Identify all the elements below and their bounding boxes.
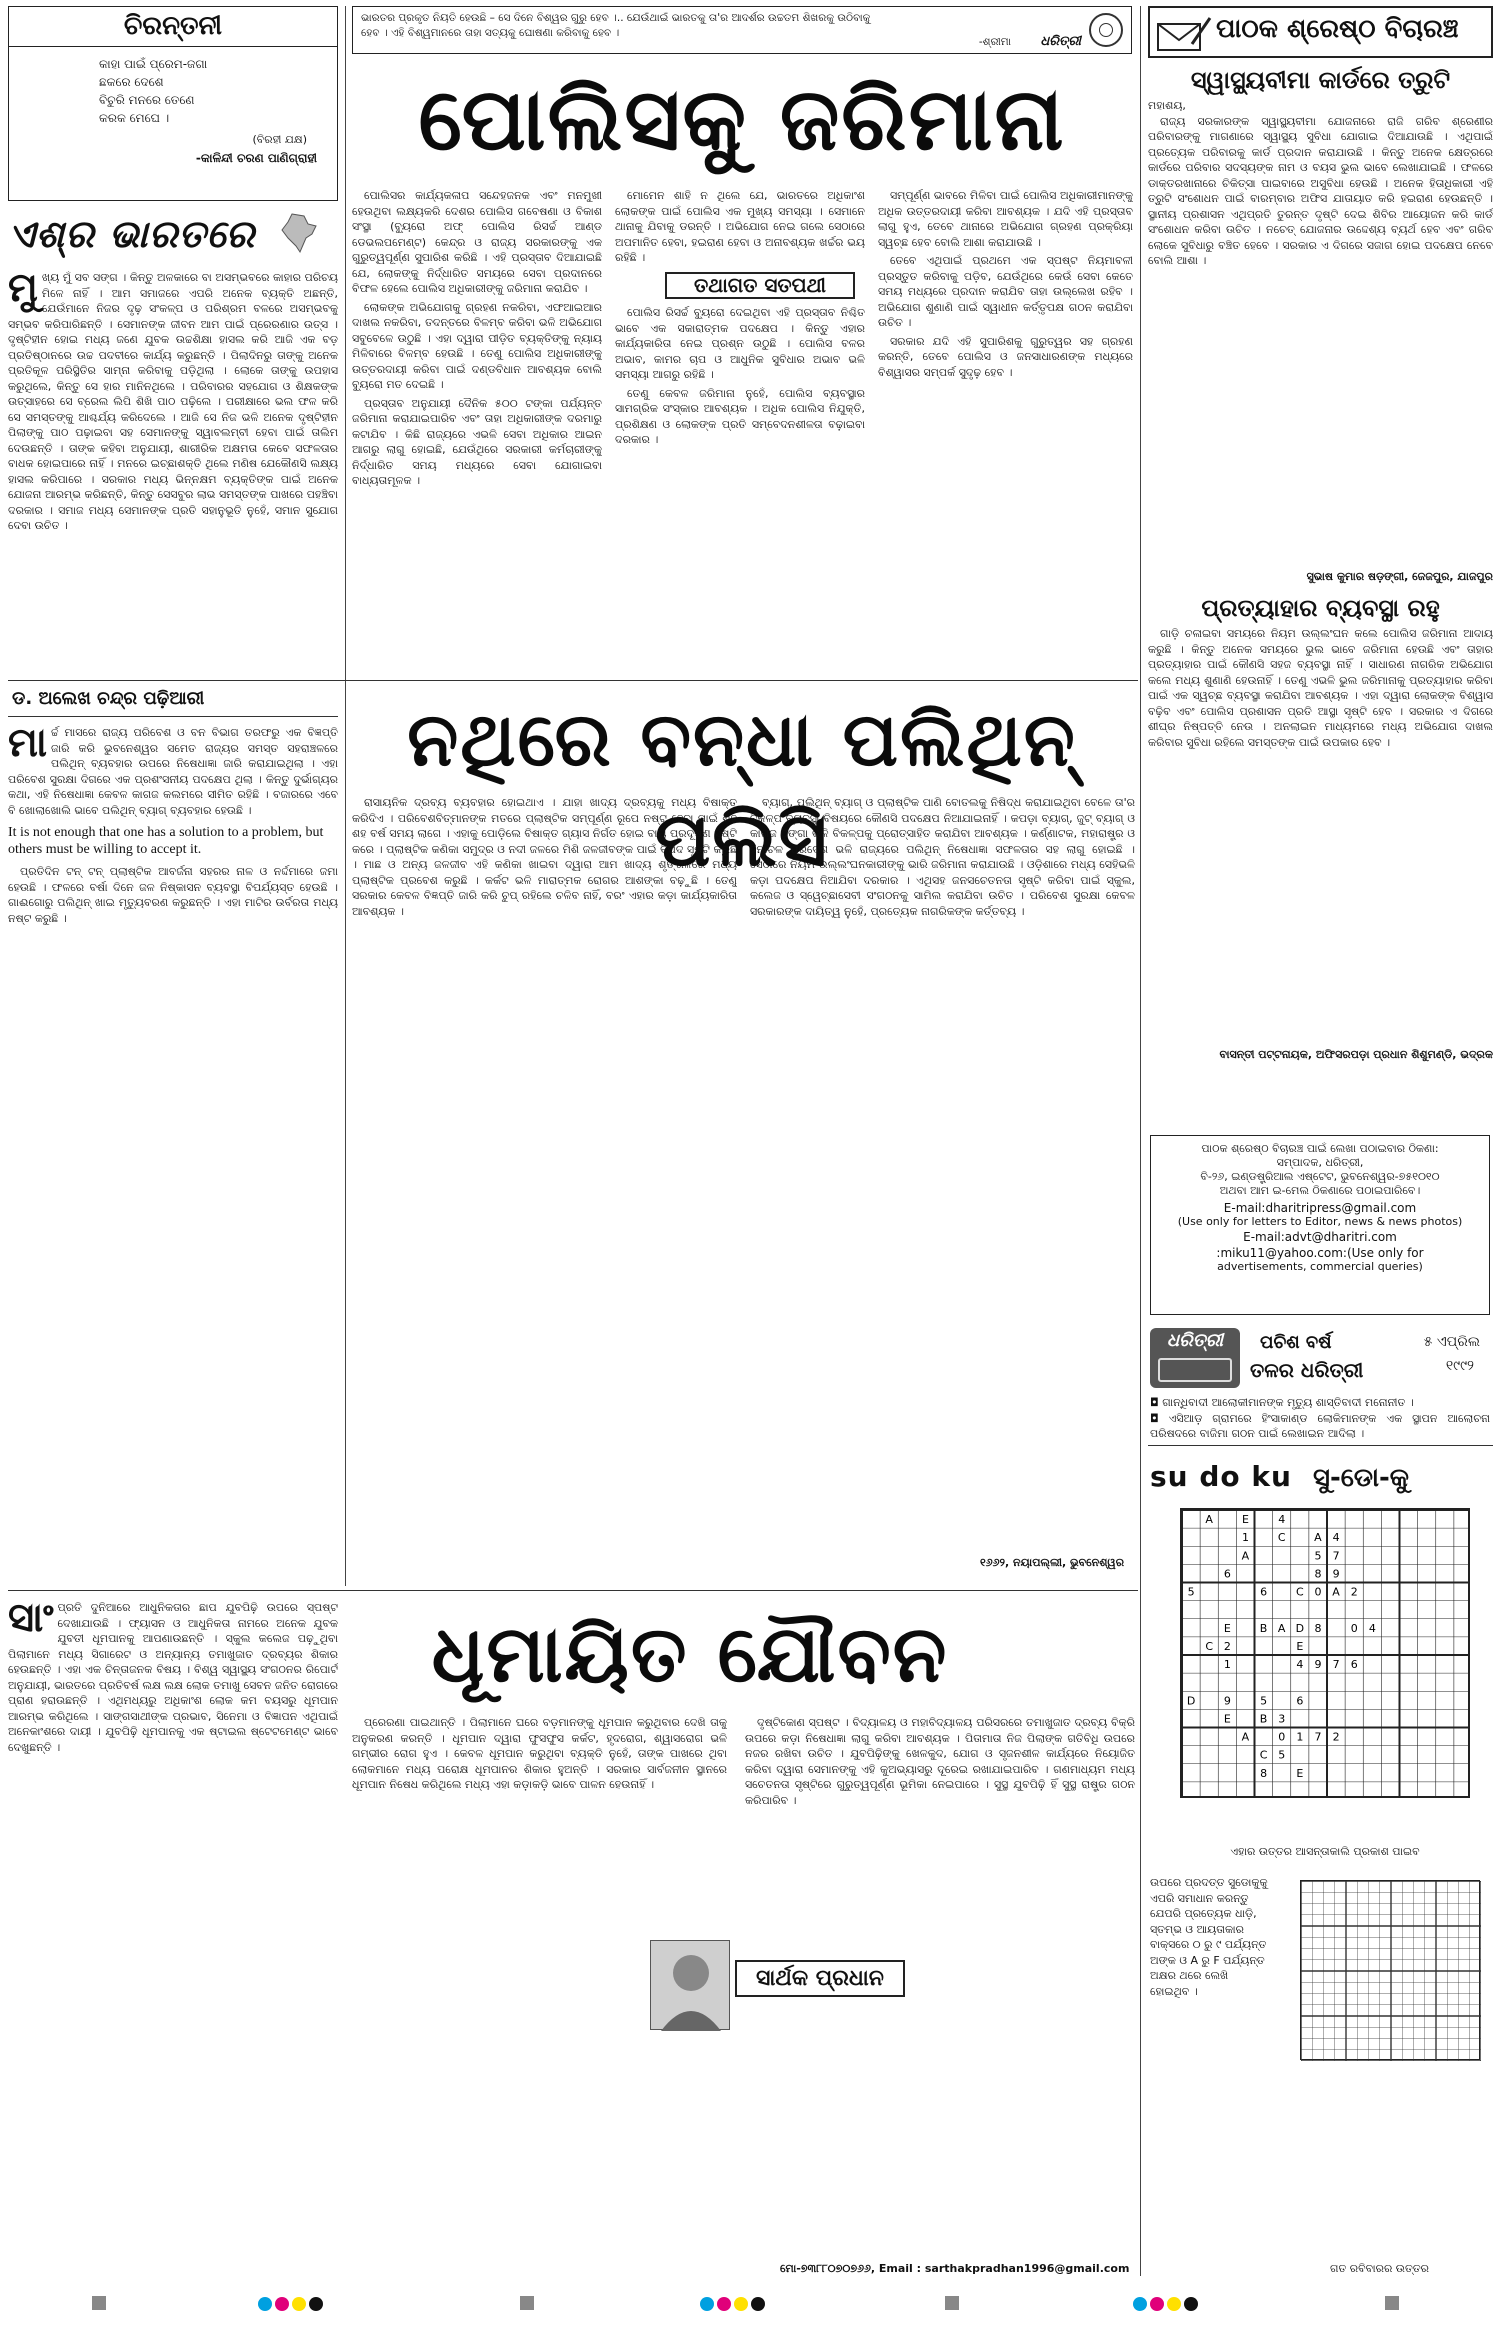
archive-box xyxy=(1150,1328,1490,1388)
sudoku-instructions: ଉପରେ ପ୍ରଦତ୍ତ ସୁଡୋକୁକୁ ଏପରି ସମାଧାନ କରନ୍ତୁ ଯେପରି ପ୍ରତ୍ୟେକ ଧାଡ଼ି, ସ୍ତମ୍ଭ ଓ ଆୟତାକାର ବାକ୍ସରେ ୦ ରୁ ୯ ପର୍ଯ୍ୟନ୍ତ ଅଙ୍କ ଓ A ରୁ F ପର୍ଯ୍ୟନ୍ତ ଅକ୍ଷର ଥରେ ଲେଖି ହୋଇଥିବ । xyxy=(1150,1876,1268,1998)
eyes-dropcap: ମୁ xyxy=(8,270,38,311)
rule-v-1 xyxy=(345,6,346,1586)
sudoku-cell-value: E xyxy=(1223,1712,1231,1726)
sudoku-cell-value: 7 xyxy=(1332,1658,1340,1672)
sudoku-cell-value: 9 xyxy=(1332,1567,1340,1581)
sudoku-cell-value: 0 xyxy=(1278,1730,1286,1744)
quote-line-2: ହେବ । ଏହି ବିଶ୍ୱମାନରେ ତାହା ସତ୍ୟକୁ ଘୋଷଣା କରିବାକୁ ହେବ । xyxy=(361,27,620,39)
sudoku-cell-value: E xyxy=(1223,1621,1231,1635)
polythene-footer: ୧୬୬୨, ନୟାପଲ୍ଲୀ, ଭୁବନେଶ୍ୱର xyxy=(980,1556,1125,1569)
address-box xyxy=(1150,1135,1490,1315)
sudoku-cell-value: 1 xyxy=(1296,1730,1304,1744)
rule-v-2 xyxy=(1140,6,1141,2276)
sudoku-cell-value: 7 xyxy=(1314,1730,1322,1744)
archive-date-2: ୧୯୯୨ xyxy=(1445,1358,1474,1374)
letter1-body-block: ମହାଶୟ, ରାଜ୍ୟ ସରକାରଙ୍କ ସ୍ୱାସ୍ଥ୍ୟବୀମା ଯୋଜନାରେ ରାଜି ଗରିବ ଶ୍ରେଣୀର ପରିବାରଙ୍କୁ ମାଗଣାରେ ସ୍ୱାସ୍ଥ୍ୟ ସୁବିଧା ଯୋଗାଇ ଦିଆଯାଉଛି । ଏଥିପାଇଁ ପ୍ରତ୍ୟେକ ପରିବାରକୁ କାର୍ଡ ପ୍ରଦାନ କରାଯାଉଛି । କିନ୍ତୁ ଅନେକ କ୍ଷେତ୍ରରେ କାର୍ଡରେ ପରିବାର ସଦସ୍ୟଙ୍କ ନାମ ଓ ବୟସ ଭୁଲ ଭାବେ ଲେଖାଯାଇଛି । ଫଳରେ ଡାକ୍ତରଖାନାରେ ଚିକିତ୍ସା ପାଇବାରେ ଅସୁବିଧା ହେଉଛି । ଅନେକ ହିତାଧିକାରୀ ଏହି ତ୍ରୁଟି ସଂଶୋଧନ ପାଇଁ ବାରମ୍ବାର ଅଫିସ ଯାତାୟାତ କରି ହଇରାଣ ହେଉଛନ୍ତି । ସ୍ଥାନୀୟ ପ୍ରଶାସନ ଏଥିପ୍ରତି ତୁରନ୍ତ ଦୃଷ୍ଟି ଦେଇ ଶିବିର ଆୟୋଜନ କରି କାର୍ଡ ସଂଶୋଧନ କରିବା ଉଚିତ । ନଚେତ୍ ଯୋଜନାର ଉଦ୍ଦେଶ୍ୟ ବ୍ୟର୍ଥ ହେବ ଏବଂ ଗରିବ ଲୋକେ ସୁବିଧାରୁ ବଞ୍ଚିତ ହେବେ । ସରକାର ଏ ଦିଗରେ ସଜାଗ ହୋଇ ପଦକ୍ଷେପ ନେବେ ବୋଲି ଆଶା । xyxy=(1148,99,1493,267)
email-letters-note: (Use only for letters to Editor, news & news photos) xyxy=(1177,1215,1463,1228)
sudoku-cell-value: E xyxy=(1296,1639,1304,1653)
sudoku-cell-value: 4 xyxy=(1296,1658,1304,1672)
sudoku-answer-caption: ଗତ ରବିବାରର ଉତ୍ତର xyxy=(1330,2262,1429,2275)
address-intro: ପାଠକ ଶ୍ରେଷ୍ଠ ବିଚାରଞ୍ଚ ପାଇଁ ଲେଖା ପଠାଇବାର ଠିକଣା: xyxy=(1201,1142,1439,1155)
sudoku-cell-value: 5 xyxy=(1260,1694,1268,1708)
sudoku-cell-value: 8 xyxy=(1314,1621,1322,1635)
police-column-1: ପୋଲିସର କାର୍ଯ୍ୟକଳାପ ସନ୍ଦେହଜନକ ଏବଂ ମନମୁଖୀ ହେଉଥିବା ଲକ୍ଷ୍ୟକରି ଦେଶର ପୋଲିସ ଗବେଷଣା ଓ ବିକାଶ ସଂସ୍ଥା (ବ୍ୟୁରୋ ଅଫ୍ ପୋଲିସ ରିସର୍ଚ୍ଚ ଆଣ୍ଡ ଡେଭଲପମେଣ୍ଟ) କେନ୍ଦ୍ର ଓ ରାଜ୍ୟ ସରକାରଙ୍କୁ ଏକ ଗୁରୁତ୍ୱପୂର୍ଣ୍ଣ ସୁପାରିଶ କରିଛି । ଏହି ପ୍ରସ୍ତାବ ଦିଆଯାଇଛି ଯେ, ଲୋକଙ୍କୁ ନିର୍ଦ୍ଧାରିତ ସମୟରେ ସେବା ପ୍ରଦାନରେ ବିଫଳ ହେଲେ ପୋଲିସ ଅଧିକାରୀଙ୍କୁ ଜରିମାନା କରାଯିବ । ଲୋକଙ୍କ ଅଭିଯୋଗକୁ ଗ୍ରହଣ ନକରିବା, ଏଫଆଇଆର ଦାଖଲ ନକରିବା, ତଦନ୍ତରେ ବିଳମ୍ବ କରିବା ଭଳି ଅଭିଯୋଗ ସବୁବେଳେ ଉଠୁଛି । ଏହା ଦ୍ୱାରା ପୀଡ଼ିତ ବ୍ୟକ୍ତିଙ୍କୁ ନ୍ୟାୟ ମିଳିବାରେ ବିଳମ୍ବ ହେଉଛି । ତେଣୁ ପୋଲିସ ଅଧିକାରୀଙ୍କୁ ଉତ୍ତରଦାୟୀ କରିବା ପାଇଁ ଦଣ୍ଡବିଧାନ ଆବଶ୍ୟକ ବୋଲି ବ୍ୟୁରୋ ମତ ଦେଇଛି । ପ୍ରସ୍ତାବ ଅନୁଯାୟୀ ଦୈନିକ ୫୦୦ ଟଙ୍କା ପର୍ଯ୍ୟନ୍ତ ଜରିମାନା କରାଯାଇପାରିବ ଏବଂ ତାହା ଅଧିକାରୀଙ୍କ ଦରମାରୁ କଟାଯିବ । କିଛି ରାଜ୍ୟରେ ଏଭଳି ସେବା ଅଧିକାର ଆଇନ ଆଗରୁ ଲାଗୁ ହୋଇଛି, ଯେଉଁଥିରେ ସରକାରୀ କର୍ମଚାରୀଙ୍କୁ ନିର୍ଦ୍ଧାରିତ ସମୟ ମଧ୍ୟରେ ସେବା ଯୋଗାଇବା ବାଧ୍ୟତାମୂଳକ । xyxy=(352,189,602,487)
author-photo xyxy=(650,1940,730,2030)
sudoku-caption: ଏହାର ଉତ୍ତର ଆସନ୍ତାକାଲି ପ୍ରକାଶ ପାଇବ xyxy=(1230,1845,1420,1858)
sudoku-cell-value: 5 xyxy=(1278,1748,1286,1762)
sudoku-cell-value: C xyxy=(1277,1531,1286,1545)
letter1-author: ସୁଭାଷ କୁମାର ଷଡ଼ଙ୍ଗୀ, ଜେଜପୁର, ଯାଜପୁର xyxy=(1306,570,1493,583)
smoke-column-1-text: ପ୍ରତି ଦୁନିଆରେ ଆଧୁନିକତାର ଛାପ ଯୁବପିଢ଼ି ଉପରେ ସ୍ପଷ୍ଟ ଦେଖାଯାଉଛି । ଫ୍ୟାସନ ଓ ଆଧୁନିକତା ନାମରେ ଅନେକ ଯୁବକ ଯୁବତୀ ଧୂମପାନକୁ ଆପଣାଉଛନ୍ତି । ସ୍କୁଲ କଲେଜ ପଢ଼ୁଥିବା ପିଲାମାନେ ମଧ୍ୟ ସିଗାରେଟ ଓ ଅନ୍ୟାନ୍ୟ ତମାଖୁଜାତ ଦ୍ରବ୍ୟର ଶିକାର ହେଉଛନ୍ତି । ଏହା ଏକ ଚିନ୍ତାଜନକ ବିଷୟ । ବିଶ୍ୱ ସ୍ୱାସ୍ଥ୍ୟ ସଂଗଠନର ରିପୋର୍ଟ ଅନୁଯାୟୀ, ଭାରତରେ ପ୍ରତିବର୍ଷ ଲକ୍ଷ ଲକ୍ଷ ଲୋକ ତମାଖୁ ସେବନ ଜନିତ ରୋଗରେ ପ୍ରାଣ ହରାଉଛନ୍ତି । ଏଥିମଧ୍ୟରୁ ଅଧିକାଂଶ ଲୋକ କମ ବୟସରୁ ଧୂମପାନ ଆରମ୍ଭ କରିଥିଲେ । ସାଙ୍ଗସାଥୀଙ୍କ ପ୍ରଭାବ, ସିନେମା ଓ ବିଜ୍ଞାପନ ଏଥିପାଇଁ ଅନେକାଂଶରେ ଦାୟୀ । ଯୁବପିଢ଼ି ଧୂମପାନକୁ ଏକ ଷ୍ଟାଇଲ ଷ୍ଟେଟମେଣ୍ଟ ଭାବେ ଦେଖୁଛନ୍ତି । xyxy=(8,1601,338,1754)
sudoku-cell-value: 5 xyxy=(1314,1549,1322,1563)
chirantani-poem: କାହା ପାଇଁ ପ୍ରେମ-ଜଗା ଛକରେ ଦେଶେ ବିଚୁରି ମନରେ ତେଣେ କରକ ମେଘେ । xyxy=(99,57,208,125)
address-line-1: ସମ୍ପାଦକ, ଧରିତ୍ରୀ, xyxy=(1276,1156,1364,1169)
reader-heading-box xyxy=(1148,6,1493,58)
sudoku-cell-value: C xyxy=(1295,1585,1304,1599)
email-advt[interactable]: E-mail:advt@dharitri.com xyxy=(1243,1230,1397,1244)
police-column-2: ମୋମେନ ଶାହି ନ ଥିଲେ ଯେ, ଭାରତରେ ଅଧିକାଂଶ ଲୋକଙ୍କ ପାଇଁ ପୋଲିସ ଏକ ମୁଖ୍ୟ ସମସ୍ୟା । ସେମାନେ ଥାନାକୁ ଯିବାକୁ ଡରନ୍ତି । ଅଭିଯୋଗ ନେଇ ଗଲେ ସେଠାରେ ଅପମାନିତ ହେବା, ହଇରାଣ ହେବା ଓ ଅନାବଶ୍ୟକ ଖର୍ଚ୍ଚର ଭୟ ରହିଛି । ତଥାଗତ ସତପଥୀ ପୋଲିସ ରିସର୍ଚ୍ଚ ବ୍ୟୁରୋ ଦେଇଥିବା ଏହି ପ୍ରସ୍ତାବ ନିଶ୍ଚିତ ଭାବେ ଏକ ସକାରାତ୍ମକ ପଦକ୍ଷେପ । କିନ୍ତୁ ଏହାର କାର୍ଯ୍ୟକାରିତା ନେଇ ପ୍ରଶ୍ନ ଉଠୁଛି । ପୋଲିସ ବଳର ଅଭାବ, କାମର ଚାପ ଓ ଆଧୁନିକ ସୁବିଧାର ଅଭାବ ଭଳି ସମସ୍ୟା ଆଗରୁ ରହିଛି । ତେଣୁ କେବଳ ଜରିମାନା ନୁହେଁ, ପୋଲିସ ବ୍ୟବସ୍ଥାର ସାମଗ୍ରିକ ସଂସ୍କାର ଆବଶ୍ୟକ । ଅଧିକ ପୋଲିସ ନିଯୁକ୍ତି, ପ୍ରଶିକ୍ଷଣ ଓ ଲୋକଙ୍କ ପ୍ରତି ସମ୍ବେଦନଶୀଳତା ବଢ଼ାଇବା ଦରକାର । xyxy=(615,189,865,446)
reader-section xyxy=(1148,6,1493,1126)
eyes-article-body xyxy=(8,270,338,670)
sudoku-cell-value: 1 xyxy=(1241,1531,1249,1545)
eyes-heading-block xyxy=(8,212,338,262)
color-swatch-group-1 xyxy=(258,2296,326,2315)
letter2-author: ବାସନ୍ତୀ ପଟ୍ଟନାୟକ, ଅଫିସରପଡ଼ା ପ୍ରଧାନ ଶିଶୁମଣ୍ଡି, ଭଦ୍ରକ xyxy=(1219,1048,1493,1061)
archive-date-1: ୫ ଏପ୍ରିଲ xyxy=(1423,1334,1480,1350)
india-map-icon xyxy=(278,212,318,256)
sudoku-cell-value: D xyxy=(1186,1694,1196,1708)
polythene-quote: It is not enough that one has a solution to a problem, but others must be willing to accept it. xyxy=(8,825,324,857)
sudoku-answer-grid xyxy=(1300,1880,1480,2060)
sudoku-header xyxy=(1150,1460,1490,1502)
person-icon xyxy=(651,1941,731,2031)
sudoku-cell-value: A xyxy=(1205,1513,1213,1527)
chirantani-author: -କାଳିନ୍ଦୀ ଚରଣ ପାଣିଗ୍ରାହୀ xyxy=(195,151,317,165)
archive-clip-icon xyxy=(1158,1358,1232,1382)
sudoku-cell-value: 4 xyxy=(1332,1531,1340,1545)
smoke-headline: ଧୂମାୟିତ ଯୌବନ xyxy=(431,1610,949,1700)
email-commercial-note: advertisements, commercial queries) xyxy=(1217,1260,1423,1273)
sudoku-cell-value: 1 xyxy=(1223,1658,1231,1672)
sudoku-grid[interactable] xyxy=(1182,1510,1470,1798)
polythene-column-1: ମା ର୍ଚ୍ଚ ମାସରେ ରାଜ୍ୟ ପରିବେଶ ଓ ବନ ବିଭାଗ ତରଫରୁ ଏକ ବିଜ୍ଞପ୍ତି ଜାରି କରି ଭୁବନେଶ୍ୱର ସମେତ ରାଜ୍ୟର ସମସ୍ତ ସହରାଞ୍ଚଳରେ ପଲିଥିନ୍ ବ୍ୟବହାର ଉପରେ ନିଷେଧାଜ୍ଞା ଜାରି କରାଯାଇଥିଲା । ଏହା ପରିବେଶ ସୁରକ୍ଷା ଦିଗରେ ଏକ ପ୍ରଶଂସନୀୟ ପଦକ୍ଷେପ ଥିଲା । କିନ୍ତୁ ଦୁର୍ଭାଗ୍ୟର କଥା, ଏହି ନିଷେଧାଜ୍ଞା କେବଳ କାଗଜ କଲମରେ ସୀମିତ ରହିଛି । ବଜାରରେ ଏବେ ବି ଖୋଲାଖୋଲି ଭାବେ ପଲିଥିନ୍ ବ୍ୟାଗ୍ ବ୍ୟବହାର ହେଉଛି । It is not enough that one has a solution to a problem, but others must be willing to accept it. ପ୍ରତିଦିନ ଟନ୍ ଟନ୍ ପ୍ଲାଷ୍ଟିକ ଆବର୍ଜନା ସହରର ନାଳ ଓ ନର୍ଦ୍ଦମାରେ ଜମା ହେଉଛି । ଫଳରେ ବର୍ଷା ଦିନେ ଜଳ ନିଷ୍କାସନ ବ୍ୟବସ୍ଥା ବିପର୍ଯ୍ୟସ୍ତ ହେଉଛି । ଗାଈଗୋରୁ ପଲିଥିନ୍ ଖାଇ ମୃତ୍ୟୁବରଣ କରୁଛନ୍ତି । ଏହା ମାଟିର ଉର୍ବରତା ମଧ୍ୟ ନଷ୍ଟ କରୁଛି । xyxy=(8,725,338,925)
police-column-3: ସମ୍ପୂର୍ଣ୍ଣ ଭାବରେ ମିଳିବା ପାଇଁ ପୋଲିସ ଅଧିକାରୀମାନଙ୍କୁ ଅଧିକ ଉତ୍ତରଦାୟୀ କରିବା ଆବଶ୍ୟକ । ଯଦି ଏହି ପ୍ରସ୍ତାବ ଲାଗୁ ହୁଏ, ତେବେ ଥାନାରେ ଅଭିଯୋଗ ଗ୍ରହଣ ପ୍ରକ୍ରିୟା ସ୍ୱଚ୍ଛ ହେବ ବୋଲି ଆଶା କରାଯାଉଛି । ତେବେ ଏଥିପାଇଁ ପ୍ରଥମେ ଏକ ସ୍ପଷ୍ଟ ନିୟମାବଳୀ ପ୍ରସ୍ତୁତ କରିବାକୁ ପଡ଼ିବ, ଯେଉଁଥିରେ କେଉଁ ସେବା କେତେ ସମୟ ମଧ୍ୟରେ ପ୍ରଦାନ କରାଯିବ ତାହା ଉଲ୍ଲେଖ ରହିବ । ଅଭିଯୋଗ ଶୁଣାଣି ପାଇଁ ସ୍ୱାଧୀନ କର୍ତ୍ତୃପକ୍ଷ ଗଠନ କରାଯିବା ଉଚିତ । ସରକାର ଯଦି ଏହି ସୁପାରିଶକୁ ଗୁରୁତ୍ୱର ସହ ଗ୍ରହଣ କରନ୍ତି, ତେବେ ପୋଲିସ ଓ ଜନସାଧାରଣଙ୍କ ମଧ୍ୟରେ ବିଶ୍ୱାସର ସମ୍ପର୍କ ସୁଦୃଢ଼ ହେବ । xyxy=(878,189,1133,379)
archive-logo: ଧରିତ୍ରୀ xyxy=(1166,1330,1224,1351)
polythene-dropcap: ମା xyxy=(8,725,48,766)
sudoku-cell-value: 2 xyxy=(1332,1730,1340,1744)
sudoku-cell-value: 2 xyxy=(1350,1585,1358,1599)
sudoku-cell-value: 6 xyxy=(1350,1658,1358,1672)
quote-attribution: -ଶ୍ରୀମା xyxy=(978,36,1011,48)
sudoku-cell-value: A xyxy=(1241,1730,1250,1744)
sudoku-cell-value: 6 xyxy=(1223,1567,1231,1581)
polythene-column-3: ବ୍ୟାଗ୍, ପଲିଥିନ୍ ବ୍ୟାଗ୍ ଓ ପ୍ଲାଷ୍ଟିକ ପାଣି ବୋତଲକୁ ନିଷିଦ୍ଧ କରାଯାଇଥିବା ବେଳେ ତା'ର ବିକଳ୍ପ ବ୍ୟବସ୍ଥା ବିଷୟରେ କୌଣସି ପଦକ୍ଷେପ ନିଆଯାଇନାହିଁ । କପଡ଼ା ବ୍ୟାଗ୍, ଜୁଟ୍ ବ୍ୟାଗ୍ ଓ କାଗଜ ଠୁଙ୍ଗା ଭଳି ବିକଳ୍ପକୁ ପ୍ରୋତ୍ସାହିତ କରାଯିବା ଆବଶ୍ୟକ । କର୍ଣ୍ଣାଟକ, ମହାରାଷ୍ଟ୍ର ଓ ହିମାଚଳ ପ୍ରଦେଶ ଭଳି ରାଜ୍ୟରେ ପଲିଥିନ୍ ନିଷେଧାଜ୍ଞା ସଫଳତାର ସହ ଲାଗୁ ହୋଇଛି । ସେଠାରେ ନିୟମ ଉଲ୍ଲଂଘନକାରୀଙ୍କୁ ଭାରି ଜରିମାନା କରାଯାଉଛି । ଓଡ଼ିଶାରେ ମଧ୍ୟ ସେହିଭଳି କଡ଼ା ପଦକ୍ଷେପ ନିଆଯିବା ଦରକାର । ଏଥିସହ ଜନସଚେତନତା ସୃଷ୍ଟି କରିବା ପାଇଁ ସ୍କୁଲ, କଲେଜ ଓ ସ୍ୱେଚ୍ଛାସେବୀ ସଂଗଠନକୁ ସାମିଲ କରାଯିବା ଉଚିତ । ପରିବେଶ ସୁରକ୍ଷା କେବଳ ସରକାରଙ୍କ ଦାୟିତ୍ୱ ନୁହେଁ, ପ୍ରତ୍ୟେକ ନାଗରିକଙ୍କ କର୍ତ୍ତବ୍ୟ । xyxy=(750,796,1135,918)
archive-item-1: ◘ ଗାନ୍ଧିବାଦୀ ଆଲୋକୀମାନଙ୍କ ମୃତ୍ୟୁ ଶାସ୍ତିବାଦୀ ମନୋନୀତ । xyxy=(1150,1396,1414,1409)
rule-h-archive xyxy=(1148,1445,1493,1446)
eyes-article-text: ଖ୍ୟ ମୁଁ ସବ ସଙ୍ଗ । କିନ୍ତୁ ଅଳକାରେ ବା ଅସମ୍ଭବରେ କାହାର ପରିଚୟ ମିଳେ ନାହିଁ । ଆମ ସମାଜରେ ଏପରି ଅନେକ ବ୍ୟକ୍ତି ଅଛନ୍ତି, ଯେଉଁମାନେ ନିଜର ଦୃଢ଼ ସଂକଳ୍ପ ଓ ପରିଶ୍ରମ ବଳରେ ଅସମ୍ଭବକୁ ସମ୍ଭବ କରିପାରିଛନ୍ତି । ସେମାନଙ୍କ ଜୀବନ ଆମ ପାଇଁ ପ୍ରେରଣାର ଉତ୍ସ । ଦୃଷ୍ଟିହୀନ ହୋଇ ମଧ୍ୟ ଜଣେ ଯୁବକ ଉଚ୍ଚଶିକ୍ଷା ହାସଲ କରି ଆଜି ଏକ ବଡ଼ ପ୍ରତିଷ୍ଠାନରେ ଉଚ୍ଚ ପଦବୀରେ କାର୍ଯ୍ୟ କରୁଛନ୍ତି । ପିଲାଦିନରୁ ତାଙ୍କୁ ଅନେକ ପ୍ରତିକୂଳ ପରିସ୍ଥିତିର ସାମ୍ନା କରିବାକୁ ପଡ଼ିଥିଲା । ଲୋକେ ତାଙ୍କୁ ଉପହାସ କରୁଥିଲେ, କିନ୍ତୁ ସେ ହାର ମାନିନଥିଲେ । ପରିବାରର ସହଯୋଗ ଓ ଶିକ୍ଷକଙ୍କ ଉତ୍ସାହରେ ସେ ବ୍ରେଲ ଲିପି ଶିଖି ପାଠ ପଢ଼ିଲେ । ପରୀକ୍ଷାରେ ଭଲ ଫଳ କରି ସେ ସମସ୍ତଙ୍କୁ ଆଶ୍ଚର୍ଯ୍ୟ କରିଦେଲେ । ଆଜି ସେ ନିଜ ଭଳି ଅନେକ ଦୃଷ୍ଟିହୀନ ପିଲାଙ୍କୁ ପାଠ ପଢ଼ାଇବା ସହ ସେମାନଙ୍କୁ ସ୍ୱାବଲମ୍ବୀ ହେବା ପାଇଁ ତାଲିମ ଦେଉଛନ୍ତି । ତାଙ୍କ କହିବା ଅନୁଯାୟୀ, ଶାରୀରିକ ଅକ୍ଷମତା କେବେ ସଫଳତାର ବାଧକ ହୋଇପାରେ ନାହିଁ । ମନରେ ଇଚ୍ଛାଶକ୍ତି ଥିଲେ ମଣିଷ ଯେକୌଣସି ଲକ୍ଷ୍ୟ ହାସଲ କରିପାରେ । ସରକାର ମଧ୍ୟ ଭିନ୍ନକ୍ଷମ ବ୍ୟକ୍ତିଙ୍କ ପାଇଁ ଅନେକ ଯୋଜନା ଆରମ୍ଭ କରିଛନ୍ତି, କିନ୍ତୁ ସେସବୁର ଲାଭ ସମସ୍ତଙ୍କ ପାଖରେ ପହଞ୍ଚିବା ଦରକାର । ସମାଜ ମଧ୍ୟ ସେମାନଙ୍କ ପ୍ରତି ସହାନୁଭୂତି ନୁହେଁ, ସମାନ ସୁଯୋଗ ଦେବା ଉଚିତ । xyxy=(8,271,338,532)
quote-line-1: ଭାରତର ପ୍ରକୃତ ନିୟତି ହେଉଛି – ସେ ଦିନେ ବିଶ୍ୱର ଗୁରୁ ହେବ ।.. ଯେଉଁଥାଇଁ ଭାରତକୁ ତା'ର ଆଦର୍ଶର ଉଚ୍ଚତମ ଶିଖରକୁ ଉଠିବାକୁ xyxy=(361,12,871,24)
sudoku-title-odia: ସୁ-ଡୋ-କୁ xyxy=(1313,1463,1409,1493)
address-line-3: ଅଥବା ଆମ ଇ-ମେଲ ଠିକଣାରେ ପଠାଇପାରିବେ। xyxy=(1219,1184,1421,1197)
polythene-author: ଡ. ଅଲେଖ ଚନ୍ଦ୍ର ପଢ଼ିଆରୀ xyxy=(12,688,205,709)
rule-h-2 xyxy=(8,716,338,717)
archive-items xyxy=(1150,1395,1490,1442)
police-byline: ତଥାଗତ ସତପଥୀ xyxy=(665,272,855,300)
quote-strip xyxy=(352,6,1132,54)
email-letters[interactable]: E-mail:dharitripress@gmail.com xyxy=(1223,1201,1417,1215)
sudoku-cell-value: 5 xyxy=(1187,1585,1195,1599)
gray-block-2 xyxy=(520,2296,534,2310)
chirantani-box xyxy=(8,6,338,201)
rule-h-1 xyxy=(8,680,1138,681)
color-swatch-group-3 xyxy=(1133,2296,1201,2315)
sudoku-title-latin: su do ku xyxy=(1150,1460,1292,1493)
chirantani-source: (ବିରହୀ ଯକ୍ଷ) xyxy=(252,133,307,146)
smoke-column-1 xyxy=(8,1600,338,2260)
sudoku-cell-value: 8 xyxy=(1314,1567,1322,1581)
sudoku-cell-value: 9 xyxy=(1314,1658,1322,1672)
sudoku-answer-svg xyxy=(1301,1881,1481,2061)
gray-block-1 xyxy=(92,2296,106,2310)
sudoku-cell-value: A xyxy=(1241,1549,1250,1563)
sudoku-cell-value: 3 xyxy=(1278,1712,1286,1726)
archive-logo-block xyxy=(1150,1328,1240,1388)
gray-block-3 xyxy=(945,2296,959,2310)
polythene-column-2: ରାସାୟନିକ ଦ୍ରବ୍ୟ ବ୍ୟବହାର ହୋଇଥାଏ । ଯାହା ଖାଦ୍ୟ ଦ୍ରବ୍ୟକୁ ମଧ୍ୟ ବିଷାକ୍ତ କରିଦିଏ । ପରିବେଶବିତ୍‌ମାନଙ୍କ ମତରେ ପ୍ଲାଷ୍ଟିକ ସମ୍ପୂର୍ଣ୍ଣ ରୂପେ ନଷ୍ଟ ହେବା ପାଇଁ ଶହ ଶହ ବର୍ଷ ସମୟ ଲାଗେ । ଏହାକୁ ପୋଡ଼ିଲେ ବିଷାକ୍ତ ଗ୍ୟାସ ନିର୍ଗତ ହୋଇ ବାୟୁ ପ୍ରଦୂଷଣ ସୃଷ୍ଟି କରେ । ପ୍ଲାଷ୍ଟିକ କଣିକା ସମୁଦ୍ର ଓ ନଦୀ ଜଳରେ ମିଶି ଜଳଜୀବଙ୍କ ପାଇଁ ବିପଦ ସୃଷ୍ଟି କରୁଛି । ମାଛ ଓ ଅନ୍ୟ ଜଳଜୀବ ଏହି କଣିକା ଖାଇବା ଦ୍ୱାରା ଆମ ଖାଦ୍ୟ ଶୃଙ୍ଖଳରେ ମଧ୍ୟ ପ୍ଲାଷ୍ଟିକ ପ୍ରବେଶ କରୁଛି । କର୍କଟ ଭଳି ମାରାତ୍ମକ ରୋଗର ଆଶଙ୍କା ବଢ଼ୁଛି । ତେଣୁ ସରକାର କେବଳ ବିଜ୍ଞପ୍ତି ଜାରି କରି ଚୁପ୍ ରହିଲେ ଚଳିବ ନାହିଁ, ବରଂ ଏହାର କଡ଼ା କାର୍ଯ୍ୟକାରିତା ଆବଶ୍ୟକ । xyxy=(352,796,737,918)
sudoku-cell-value: C xyxy=(1205,1639,1214,1653)
sudoku-cell-value: D xyxy=(1295,1621,1305,1635)
smoke-column-2: ପ୍ରେରଣା ପାଇଥାନ୍ତି । ପିଲାମାନେ ଘରେ ବଡ଼ମାନଙ୍କୁ ଧୂମପାନ କରୁଥିବାର ଦେଖି ତାକୁ ଅନୁକରଣ କରନ୍ତି । ଧୂମପାନ ଦ୍ୱାରା ଫୁସଫୁସ କର୍କଟ, ହୃଦରୋଗ, ଶ୍ୱାସରୋଗ ଭଳି ଗମ୍ଭୀର ରୋଗ ହୁଏ । କେବଳ ଧୂମପାନ କରୁଥିବା ବ୍ୟକ୍ତି ନୁହେଁ, ତାଙ୍କ ପାଖରେ ଥିବା ଲୋକମାନେ ମଧ୍ୟ ପରୋକ୍ଷ ଧୂମପାନର ଶିକାର ହୁଅନ୍ତି । ସରକାର ସାର୍ବଜନୀନ ସ୍ଥାନରେ ଧୂମପାନ ନିଷେଧ କରିଥିଲେ ମଧ୍ୟ ଏହା କଡ଼ାକଡ଼ି ଭାବେ ପାଳନ ହେଉନାହିଁ । xyxy=(352,1716,727,1791)
sudoku-cell-value: 7 xyxy=(1332,1549,1340,1563)
color-swatch-group-2 xyxy=(700,2296,768,2315)
rule-h-3 xyxy=(8,1590,1138,1591)
reader-heading: ପାଠକ ଶ୍ରେଷ୍ଠ ବିଚାରଞ୍ଚ xyxy=(1216,14,1459,44)
sudoku-cell-value: 2 xyxy=(1223,1639,1231,1653)
letter2-title: ପ୍ରତ୍ୟାହାର ବ୍ୟବସ୍ଥା ରହୁ xyxy=(1201,594,1440,622)
archive-label-1: ପଚିଶ ବର୍ଷ xyxy=(1260,1332,1332,1353)
polythene-column-1-text: ର୍ଚ୍ଚ ମାସରେ ରାଜ୍ୟ ପରିବେଶ ଓ ବନ ବିଭାଗ ତରଫରୁ ଏକ ବିଜ୍ଞପ୍ତି ଜାରି କରି ଭୁବନେଶ୍ୱର ସମେତ ରାଜ୍ୟର ସମସ୍ତ ସହରାଞ୍ଚଳରେ ପଲିଥିନ୍ ବ୍ୟବହାର ଉପରେ ନିଷେଧାଜ୍ଞା ଜାରି କରାଯାଇଥିଲା । ଏହା ପରିବେଶ ସୁରକ୍ଷା ଦିଗରେ ଏକ ପ୍ରଶଂସନୀୟ ପଦକ୍ଷେପ ଥିଲା । କିନ୍ତୁ ଦୁର୍ଭାଗ୍ୟର କଥା, ଏହି ନିଷେଧାଜ୍ଞା କେବଳ କାଗଜ କଲମରେ ସୀମିତ ରହିଛି । ବଜାରରେ ଏବେ ବି ଖୋଲାଖୋଲି ଭାବେ ପଲିଥିନ୍ ବ୍ୟାଗ୍ ବ୍ୟବହାର ହେଉଛି । xyxy=(8,726,338,817)
sudoku-cell-value: 4 xyxy=(1278,1513,1286,1527)
smoke-byline: ସାର୍ଥକ ପ୍ରଧାନ xyxy=(735,1960,905,1997)
smoke-column-3: ଦୃଷ୍ଟିକୋଣ ସ୍ପଷ୍ଟ । ବିଦ୍ୟାଳୟ ଓ ମହାବିଦ୍ୟାଳୟ ପରିସରରେ ତମାଖୁଜାତ ଦ୍ରବ୍ୟ ବିକ୍ରି ଉପରେ କଡ଼ା ନିଷେଧାଜ୍ଞା ଲାଗୁ କରିବା ଆବଶ୍ୟକ । ପିତାମାତା ନିଜ ପିଲାଙ୍କ ଗତିବିଧି ଉପରେ ନଜର ରଖିବା ଉଚିତ । ଯୁବପିଢ଼ିଙ୍କୁ ଖେଳକୁଦ, ଯୋଗ ଓ ସୃଜନଶୀଳ କାର୍ଯ୍ୟରେ ନିୟୋଜିତ କରିବା ଦ୍ୱାରା ସେମାନଙ୍କୁ ଏହି କୁଅଭ୍ୟାସରୁ ଦୂରେଇ ରଖାଯାଇପାରିବ । ଗଣମାଧ୍ୟମ ମଧ୍ୟ ସଚେତନତା ସୃଷ୍ଟିରେ ଗୁରୁତ୍ୱପୂର୍ଣ୍ଣ ଭୂମିକା ନେଇପାରେ । ସୁସ୍ଥ ଯୁବପିଢ଼ି ହିଁ ସୁସ୍ଥ ରାଷ୍ଟ୍ର ଗଠନ କରିପାରିବ । xyxy=(745,1716,1135,1807)
sudoku-cell-value: C xyxy=(1259,1748,1268,1762)
email-commercial[interactable]: :miku11@yahoo.com:(Use only for xyxy=(1216,1246,1424,1260)
sudoku-cell-value: 0 xyxy=(1350,1621,1358,1635)
quote-logo: ଧରିତ୍ରୀ xyxy=(1040,34,1081,49)
sudoku-cell-value: E xyxy=(1296,1766,1304,1780)
sudoku-cell-value: A xyxy=(1314,1531,1322,1545)
polythene-headline: ନଥିରେ ବନ୍ଧା ପଲିଥିନ୍ ପଲିସି xyxy=(407,697,1077,883)
sudoku-cell-value: A xyxy=(1277,1621,1286,1635)
archive-item-2: ◘ ଏସିଆଡ଼ ଗ୍ରାମରେ ହିଂସାକାଣ୍ଡ ଲୋକିମାନଙ୍କ ଏକ ସ୍ଥାପନ ଆଲୋଚନା ପରିଷଦରେ ବାଜିମା ଗଠନ ପାଇଁ ଲେଖାଇନ ଆଦିଲା । xyxy=(1150,1411,1490,1440)
chakra-icon xyxy=(1089,13,1123,47)
sudoku-cell-value: 0 xyxy=(1314,1585,1322,1599)
registration-marks xyxy=(0,2290,1500,2320)
smoke-footer[interactable]: ମୋ-୭୩୮୮୦୭୦୭୬୬, Email : sarthakpradhan1996@gmail.com xyxy=(780,2262,1130,2275)
address-line-2: ବି-୨୬, ଇଣ୍ଡଷ୍ଟ୍ରିଆଲ ଏଷ୍ଟେଟ, ଭୁବନେଶ୍ୱର-୭୫୧୦୧୦ xyxy=(1200,1170,1440,1183)
eyes-heading: ଏଶ୍ର ଭାରତରେ xyxy=(8,212,256,256)
letter1-title: ସ୍ୱାସ୍ଥ୍ୟବୀମା କାର୍ଡରେ ତ୍ରୁଟି xyxy=(1190,66,1451,94)
letter2-body-block: ଗାଡ଼ି ଚଳାଇବା ସମୟରେ ନିୟମ ଉଲ୍ଲଂଘନ କଲେ ପୋଲିସ ଜରିମାନା ଆଦାୟ କରୁଛି । କିନ୍ତୁ ଅନେକ ସମୟରେ ଭୁଲ ଭାବେ ଜରିମାନା ହେଉଛି ଏବଂ ତାହାର ପ୍ରତ୍ୟାହାର ପାଇଁ କୌଣସି ସହଜ ବ୍ୟବସ୍ଥା ନାହିଁ । ସାଧାରଣ ନାଗରିକ ଅଭିଯୋଗ କଲେ ମଧ୍ୟ ଶୁଣାଣି ହେଉନାହିଁ । ତେଣୁ ଏଭଳି ଭୁଲ ଜରିମାନାକୁ ପ୍ରତ୍ୟାହାର କରିବା ପାଇଁ ଏକ ସ୍ୱଚ୍ଛ ବ୍ୟବସ୍ଥା କରାଯିବା ଆବଶ୍ୟକ । ଏହା ଦ୍ୱାରା ଲୋକଙ୍କ ବିଶ୍ୱାସ ବଢ଼ିବ ଏବଂ ପୋଲିସ ପ୍ରଶାସନ ପ୍ରତି ଆସ୍ଥା ସୃଷ୍ଟି ହେବ । ସରକାର ଏ ଦିଗରେ ଶୀଘ୍ର ନିଷ୍ପତ୍ତି ନେଉ । ଅନଲାଇନ ମାଧ୍ୟମରେ ମଧ୍ୟ ଅଭିଯୋଗ ଦାଖଲ କରିବାର ସୁବିଧା ରହିଲେ ସମସ୍ତଙ୍କ ପାଇଁ ଉପକାର ହେବ । xyxy=(1148,627,1493,749)
archive-label-2: ତଳର ଧରିତ୍ରୀ xyxy=(1250,1358,1364,1382)
sudoku-cell-value: B xyxy=(1259,1712,1268,1726)
sudoku-cell-value: 4 xyxy=(1368,1621,1376,1635)
envelope-pen-icon xyxy=(1156,14,1212,54)
sudoku-grid-wrapper xyxy=(1180,1508,1470,1798)
sudoku-cell-value: E xyxy=(1241,1513,1249,1527)
smoke-dropcap: ସାଂ xyxy=(8,1600,54,1641)
gray-block-4 xyxy=(1385,2296,1399,2310)
police-headline: ପୋଲିସକୁ ଜରିମାନା xyxy=(418,70,1066,170)
sudoku-cell-value: 6 xyxy=(1296,1694,1304,1708)
sudoku-cell-value: 6 xyxy=(1260,1585,1268,1599)
chirantani-heading: ଚିରନ୍ତନୀ xyxy=(9,7,337,47)
sudoku-cell-value: B xyxy=(1259,1621,1268,1635)
sudoku-cell-value: A xyxy=(1332,1585,1340,1599)
sudoku-cell-value: 9 xyxy=(1223,1694,1231,1708)
sudoku-cell-value: 8 xyxy=(1260,1766,1268,1780)
